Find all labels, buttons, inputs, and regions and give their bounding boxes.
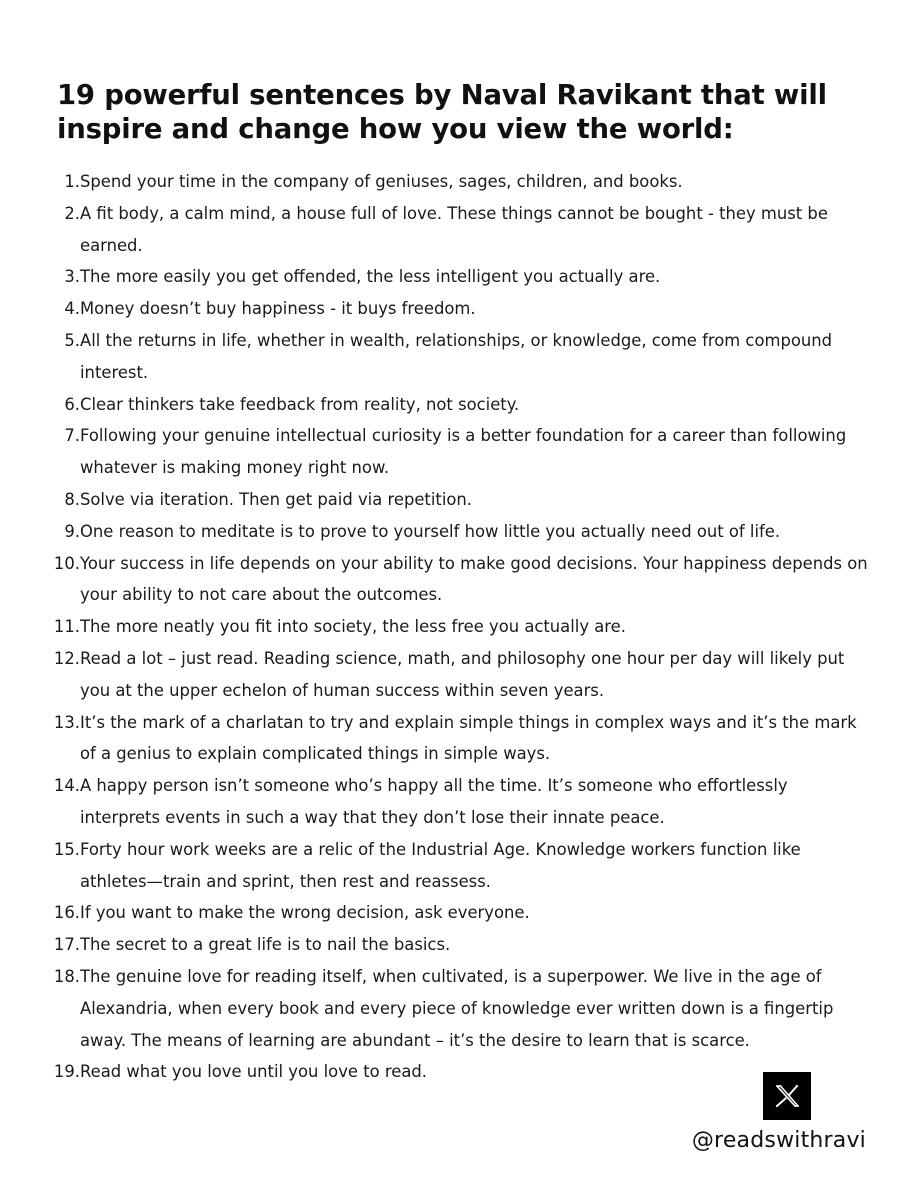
list-item-text: A happy person isn’t someone who’s happy all the time. It’s someone who effortlessly interprets events in such a way that they don’t lose their innate peace. xyxy=(80,776,788,827)
list-item-number: 8. xyxy=(64,489,80,509)
list-item-text: The more neatly you fit into society, the less free you actually are. xyxy=(80,617,626,637)
list-item-number: 10. xyxy=(53,553,80,573)
list-item-number: 17. xyxy=(53,935,80,955)
list-item xyxy=(52,325,872,389)
list-item-text: Clear thinkers take feedback from reality, not society. xyxy=(80,394,520,414)
x-logo-icon xyxy=(763,1072,811,1120)
list-item xyxy=(52,261,872,293)
page-title: 19 powerful sentences by Naval Ravikant that will inspire and change how you view the world: xyxy=(57,79,827,145)
list-item xyxy=(52,389,872,421)
list-item-number: 13. xyxy=(53,712,80,732)
list-item-number: 7. xyxy=(64,426,80,446)
list-item xyxy=(52,484,872,516)
list-item-number: 19. xyxy=(53,1062,80,1082)
author-handle: @readswithravi xyxy=(691,1128,866,1153)
list-item-text: One reason to meditate is to prove to yourself how little you actually need out of life. xyxy=(80,521,781,541)
list-item-text: Solve via iteration. Then get paid via repetition. xyxy=(80,489,473,509)
list-item xyxy=(52,961,872,1056)
list-item-number: 2. xyxy=(64,203,80,223)
list-item-number: 16. xyxy=(53,903,80,923)
list-item xyxy=(52,770,872,834)
list-item-text: If you want to make the wrong decision, ask everyone. xyxy=(80,903,530,923)
list-item xyxy=(52,643,872,707)
list-item-text: Forty hour work weeks are a relic of the Industrial Age. Knowledge workers function like athletes—train and sprint, then rest and reassess. xyxy=(80,839,801,891)
list-item-text: Spend your time in the company of geniuses, sages, children, and books. xyxy=(80,172,683,191)
list-item xyxy=(52,834,872,898)
list-item-number: 14. xyxy=(53,776,80,796)
list-item xyxy=(52,929,872,961)
list-item-number: 1. xyxy=(64,172,80,191)
list-item-number: 6. xyxy=(64,394,80,414)
list-item-number: 12. xyxy=(53,648,80,668)
list-item xyxy=(52,548,872,612)
list-item xyxy=(52,897,872,929)
list-item xyxy=(52,1056,872,1088)
list-item-text: Your success in life depends on your ability to make good decisions. Your happiness depends on your ability to not care about the outcomes. xyxy=(80,553,868,605)
list-item-number: 9. xyxy=(64,521,80,541)
list-item-number: 11. xyxy=(53,617,80,637)
list-item xyxy=(52,293,872,325)
list-item xyxy=(52,198,872,262)
list-item-text: Money doesn’t buy happiness - it buys freedom. xyxy=(80,299,476,319)
list-item-text: A fit body, a calm mind, a house full of love. These things cannot be bought - they must be earned. xyxy=(80,203,828,255)
list-item xyxy=(52,707,872,771)
list-item-text: Read a lot – just read. Reading science, math, and philosophy one hour per day will likely put you at the upper echelon of human success within seven years. xyxy=(80,648,845,700)
list-item-text: Read what you love until you love to read. xyxy=(80,1062,427,1082)
quote-list xyxy=(52,166,872,1088)
list-item-number: 3. xyxy=(64,267,80,287)
list-item xyxy=(52,166,872,198)
list-item-text: The secret to a great life is to nail the basics. xyxy=(80,935,451,955)
list-item-number: 18. xyxy=(53,966,80,986)
list-item-text: Following your genuine intellectual curiosity is a better foundation for a career than following whatever is making money right now. xyxy=(80,426,847,478)
x-logo-glyph xyxy=(774,1083,800,1109)
list-item-text: All the returns in life, whether in wealth, relationships, or knowledge, come from compound interest. xyxy=(80,330,833,382)
list-item-text: It’s the mark of a charlatan to try and explain simple things in complex ways and it’s the mark of a genius to explain complicated things in simple ways. xyxy=(80,712,857,764)
list-item xyxy=(52,611,872,643)
list-item-number: 4. xyxy=(64,299,80,319)
list-item-number: 5. xyxy=(64,330,80,350)
list-item xyxy=(52,516,872,548)
list-item xyxy=(52,420,872,484)
list-item-number: 15. xyxy=(53,839,80,859)
list-item-text: The more easily you get offended, the less intelligent you actually are. xyxy=(80,267,661,287)
list-item-text: The genuine love for reading itself, when cultivated, is a superpower. We live in the age of Alexandria, when every book and every piece of knowledge ever written down is a fingertip away. The means of learning are abundant – it’s the desire to learn that is scarce. xyxy=(80,966,834,1050)
